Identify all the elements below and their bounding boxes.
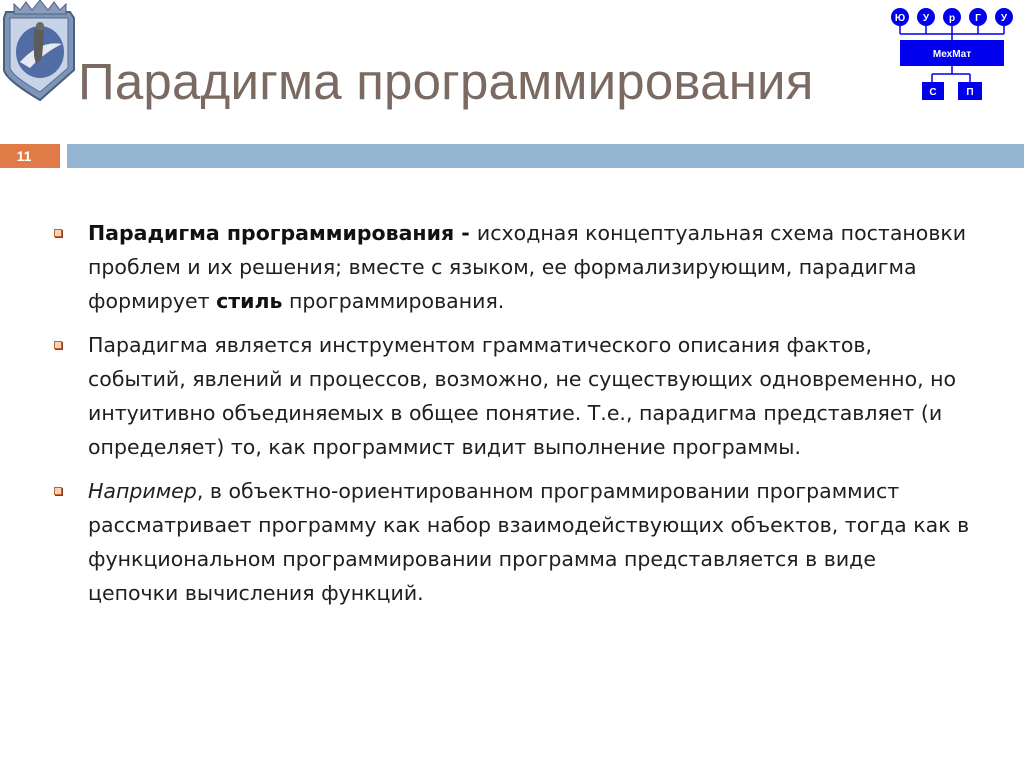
bullet-text-end: программирования. [282, 289, 505, 313]
bullet-text: исходная концептуальная схема постановки проблем и их решения; вместе с языком, ее формализирующим, парадигма формирует [88, 221, 967, 313]
list-item [50, 216, 970, 318]
term-bold: Парадигма программирования - [88, 221, 477, 245]
slide-number: 11 [16, 148, 32, 164]
header-bar [67, 144, 1024, 168]
mehmat-emblem [888, 4, 1018, 104]
emblem-letter-1: Ю [894, 13, 906, 24]
emblem-letter-3: р [948, 13, 956, 24]
bold-word: стиль [216, 289, 283, 313]
term-italic: Например [88, 479, 197, 503]
square-bullet-icon [54, 341, 62, 349]
university-logo [0, 0, 80, 105]
emblem-letter-p: П [966, 87, 974, 98]
emblem-letter-c: С [929, 87, 937, 98]
slide-number-box [0, 144, 60, 168]
emblem-letter-2: У [922, 13, 930, 24]
emblem-letter-5: У [1000, 13, 1008, 24]
bullet-text: Парадигма является инструментом грамматического описания фактов, событий, явлений и процессов, возможно, не существующих одновременно, но интуитивно объединяемых в общее понятие. Т.е., парадигма представляет (и определяет) то, как программист видит выполнение программы. [88, 333, 957, 459]
slide-title: Парадигма программирования [78, 53, 814, 110]
square-bullet-icon [54, 487, 62, 495]
list-item [50, 474, 970, 610]
emblem-center-label: МехМат [932, 49, 972, 60]
square-bullet-icon [54, 229, 62, 237]
emblem-letter-4: Г [975, 13, 981, 24]
content-list [50, 216, 970, 620]
bullet-text: , в объектно-ориентированном программировании программист рассматривает программу как набор взаимодействующих объектов, тогда как в функциональном программировании программа представляется в виде цепочки вычисления функций. [88, 479, 970, 605]
list-item [50, 328, 970, 464]
